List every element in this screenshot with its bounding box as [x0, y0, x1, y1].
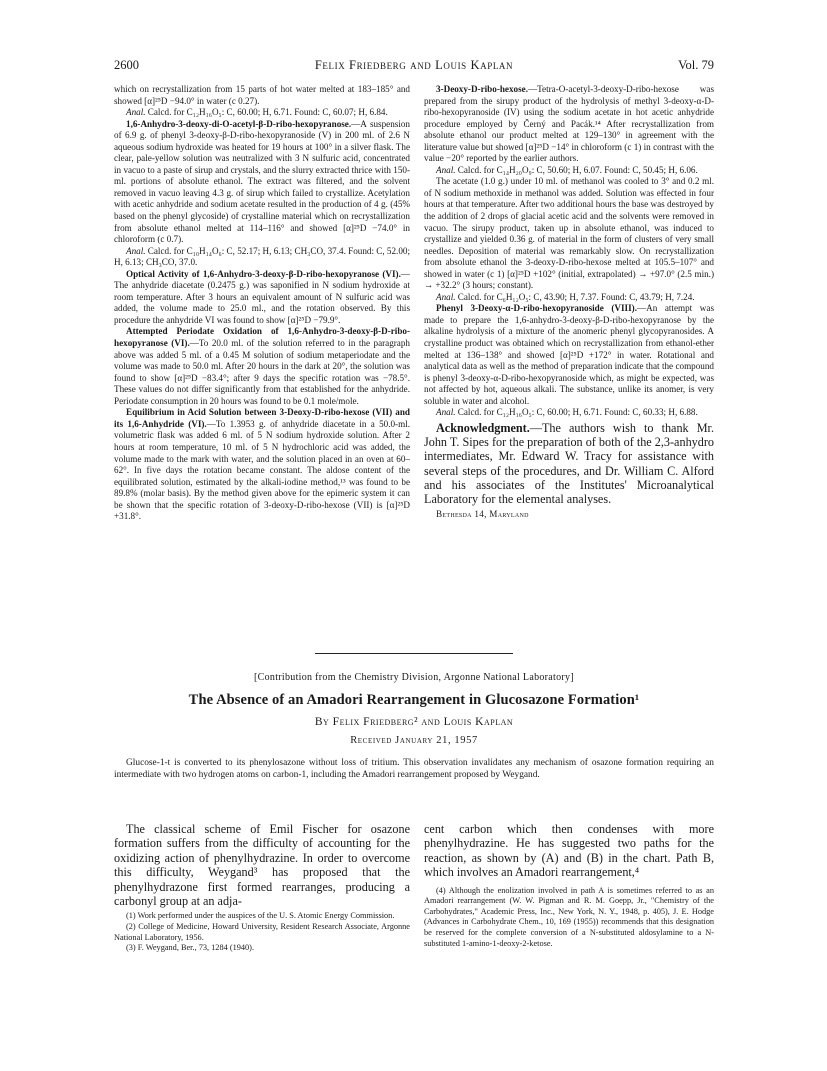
paragraph: Anal. Calcd. for C₁₂H₁₆O₅: C, 60.00; H, 6.71. Found: C, 60.07; H, 6.84. [126, 107, 388, 118]
running-title: Felix Friedberg and Louis Kaplan [314, 58, 514, 72]
footnote: (1) Work performed under the auspices of the U. S. Atomic Energy Commission. [126, 911, 395, 921]
footnote: (3) F. Weygand, Ber., 73, 1284 (1940). [126, 943, 255, 953]
paragraph: Phenyl 3-Deoxy-α-D-ribo-hexopyranoside (VIII).—An attempt was made to prepare the 1,6-anhydro-3-deoxy-β-D-ribo-hexopyranose by the alkaline hydrolysis of a mixture of the anomeric phenyl glycopyranosides. A crystalline product was obtained which on recrystallization from ethanol-ether melted at 136–138° and showed [α]²⁵D +172° in water. Rotational and analytical data as well as the method of preparation indicate that the compound is phenyl 3-deoxy-α-D-ribo-hexopyranoside which, as might be expected, was not affected by hot, aqueous alkali. The substance, unlike its anomer, is very soluble in water and alcohol. [424, 303, 714, 406]
received-date: Received January 21, 1957 [350, 735, 478, 746]
byline: By Felix Friedberg² and Louis Kaplan [314, 716, 514, 728]
anal-label: Anal. [436, 164, 456, 175]
footnotes-right [424, 886, 714, 950]
section-heading: Equilibrium in Acid Solution between 3-Deoxy-D-ribo-hexose (VII) and its 1,6-Anhydride (VI). [114, 407, 410, 429]
anal-label: Anal. [126, 107, 146, 118]
volume-label: Vol. 79 [678, 58, 714, 72]
paragraph: Anal. Calcd. for C₁₄H₂₀O₉: C, 50.60; H, 6.07. Found: C, 50.45; H, 6.06. [436, 164, 698, 175]
footnotes-left [114, 911, 410, 953]
left-column [114, 84, 410, 523]
body-paragraph: cent carbon which then condenses with more phenylhydrazine. He has suggested two paths for the reaction, as shown by (A) and (B) in the chart. Path B, which involves an Amadori rearrangement,⁴ [424, 822, 714, 880]
acknowledgment: Acknowledgment.—The authors wish to thank Mr. John T. Sipes for the preparation of both of the 2,3-anhydro intermediates, Mr. Edward W. Tracy for assistance with several steps of the procedures, and Dr. William C. Alford and his associates of the Institutes' Microanalytical Laboratory for the elemental analyses. [424, 420, 714, 507]
paragraph: Anal. Calcd. for C₁₀H₁₄O₆: C, 52.17; H, 6.13; CH₃CO, 37.4. Found: C, 52.00; H, 6.13; CH₃CO, 37.0. [114, 245, 410, 268]
anal-label: Anal. [126, 245, 146, 256]
paragraph: Optical Activity of 1,6-Anhydro-3-deoxy-β-D-ribo-hexopyranose (VI).—The anhydride diacetate (0.2475 g.) was saponified in N sodium hydroxide at room temperature. After 3 hours an equivalent amount of N sulfuric acid was added, the volume made to 25.0 ml., and the rotation observed. By this procedure the anhydride VI was found to show [α]²⁵D −79.9°. [114, 268, 410, 325]
article-separator [315, 653, 513, 654]
paragraph: 1,6-Anhydro-3-deoxy-di-O-acetyl-β-D-ribo-hexopyranose.—A suspension of 6.9 g. of phenyl 3-deoxy-β-D-ribo-hexopyranoside (V) in 200 ml. of 2.6 N aqueous sodium hydroxide was heated for 19 hours at 100° in a silver flask. The clear, pale-yellow solution was neutralized with 3 N sulfuric acid, concentrated in vacuo to a paste of sirup and crystals, and the slurry extracted thrice with 150-ml. portions of absolute ethanol. The extract was filtered, and the solvent removed in vacuo leaving 4.3 g. of sirup which failed to crystallize. Acetylation with acetic anhydride and sodium acetate resulted in the production of 4 g. (45% based on the phenyl glycoside) of crystalline material which on recrystallization from absolute ethanol melted at 114–116° and showed [α]²⁵D −74.0° in chloroform (c 0.7). [114, 118, 410, 245]
abstract: Glucose-1-t is converted to its phenylosazone without loss of tritium. This observation invalidates any mechanism of osazone formation requiring an intermediate with two hydrogen atoms on carbon-1, including the Amadori rearrangement proposed by Weygand. [114, 758, 714, 780]
paragraph: 3-Deoxy-D-ribo-hexose.—Tetra-O-acetyl-3-deoxy-D-ribo-hexose was prepared from the sirupy product of the hydrolysis of methyl 3-deoxy-α-D-ribo-hexopyranoside (IV) using the sodium acetate in hot acetic anhydride procedure employed by Černý and Pacák.¹⁴ After recrystallization from absolute ethanol our product melted at 129–130° in agreement with the literature value but showed [α]²⁵D −14° in chloroform (c 1) in contrast with the value −20° reported by the earlier authors. [424, 84, 714, 164]
section-heading: Optical Activity of 1,6-Anhydro-3-deoxy-β-D-ribo-hexopyranose (VI). [126, 268, 401, 279]
anal-label: Anal. [436, 407, 456, 418]
body-left-column [114, 822, 410, 954]
paragraph: Attempted Periodate Oxidation of 1,6-Anhydro-3-deoxy-β-D-ribo-hexopyranose (VI).—To 20.0 ml. of the solution referred to in the paragraph above was added 5 ml. of a 0.45 M solution of sodium metaperiodate and the volume was made to 50.0 ml. After 20 hours in the dark at 20°, the solution was found to show [α]²⁵D −83.4°; after 9 days the specific rotation was −78.5°. These values do not differ significantly from that established for the anhydride. Periodate consumption in 20 hours was found to be 0.1 mole/mole. [114, 326, 410, 406]
article-title: The Absence of an Amadori Rearrangement in Glucosazone Formation¹ [188, 692, 640, 708]
paragraph: Anal. Calcd. for C₆H₁₂O₅: C, 43.90; H, 7.37. Found: C, 43.79; H, 7.24. [436, 291, 695, 302]
body-right-column [424, 822, 714, 949]
footnote: (4) Although the enolization involved in path A is sometimes referred to as an Amadori rearrangement (W. W. Pigman and R. M. Goepp, Jr., "Chemistry of the Carbohydrates," Academic Press, Inc., New York, N. Y., 1948, p. 405), J. E. Hodge (Advances in Carbohydrate Chem., 10, 169 (1955)) recommends that this designation be reserved for the complete conversion of a N-substituted aldosylamine to a N-substituted 1-amino-1-deoxy-2-ketose. [424, 885, 714, 948]
location-line: Bethesda 14, Maryland [436, 508, 529, 519]
right-column [424, 84, 714, 520]
footnote: (2) College of Medicine, Howard University, Resident Research Associate, Argonne National Laboratory, 1956. [114, 922, 410, 942]
section-heading: Acknowledgment. [436, 420, 530, 435]
contribution-line: [Contribution from the Chemistry Division, Argonne National Laboratory] [254, 672, 574, 683]
paragraph: Anal. Calcd. for C₁₂H₁₆O₅: C, 60.00; H, 6.71. Found: C, 60.33; H, 6.88. [436, 407, 698, 418]
paragraph: Equilibrium in Acid Solution between 3-Deoxy-D-ribo-hexose (VII) and its 1,6-Anhydride (VI).—To 1.3953 g. of anhydride diacetate in a 50.0-ml. volumetric flask was added 6 ml. of 5 N sodium hydroxide solution. After 2 hours at room temperature, 10 ml. of 5 N hydrochloric acid was added, the volume made to the mark with water, and the solution placed in an oven at 60–62°. In five days the rotation became constant. The aldose content of the equilibrated solution, estimated by the alkali-iodine method,¹³ was found to be 89.8% (molar basis). By the method given above for the epimeric system it can be shown that the specific rotation of 3-deoxy-D-ribo-hexose (VII) is [α]²⁵D +31.8°. [114, 407, 410, 522]
body-paragraph: The classical scheme of Emil Fischer for osazone formation suffers from the difficulty of accounting for the oxidizing action of phenylhydrazine. In order to overcome this difficulty, Weygand³ has proposed that the phenylhydrazone first formed rearranges, producing a carbonyl group at an adja- [114, 822, 410, 909]
page-header [114, 58, 714, 74]
section-heading: 1,6-Anhydro-3-deoxy-di-O-acetyl-β-D-ribo-hexopyranose. [126, 118, 352, 129]
paragraph: The acetate (1.0 g.) under 10 ml. of methanol was cooled to 3° and 0.2 ml. of N sodium methoxide in methanol was added. Solution was effected in four hours at that temperature. After two additional hours the base was destroyed by the addition of 2 drops of glacial acetic acid and the solvents were removed in vacuo. The sirupy product, taken up in absolute ethanol, was induced to crystallize and yielded 0.36 g. of material in the form of clusters of very small needles. Deposition of material was remarkably slow. On recrystallization from absolute ethanol the 3-deoxy-D-ribo-hexose melted at 105.5–107° and showed in water (c 1) [α]²⁵D +102° (initial, extrapolated) → +97.0° (2.5 min.) → +32.2° (3 hours; constant). [424, 176, 714, 291]
anal-label: Anal. [436, 291, 456, 302]
page-number: 2600 [114, 58, 139, 72]
section-heading: 3-Deoxy-D-ribo-hexose. [436, 84, 528, 94]
paragraph: which on recrystallization from 15 parts of hot water melted at 183–185° and showed [α]²⁵D −94.0° in water (c 0.27). [114, 84, 410, 106]
section-heading: Phenyl 3-Deoxy-α-D-ribo-hexopyranoside (VIII). [436, 303, 637, 314]
section-heading: Attempted Periodate Oxidation of 1,6-Anhydro-3-deoxy-β-D-ribo-hexopyranose (VI). [114, 326, 410, 349]
